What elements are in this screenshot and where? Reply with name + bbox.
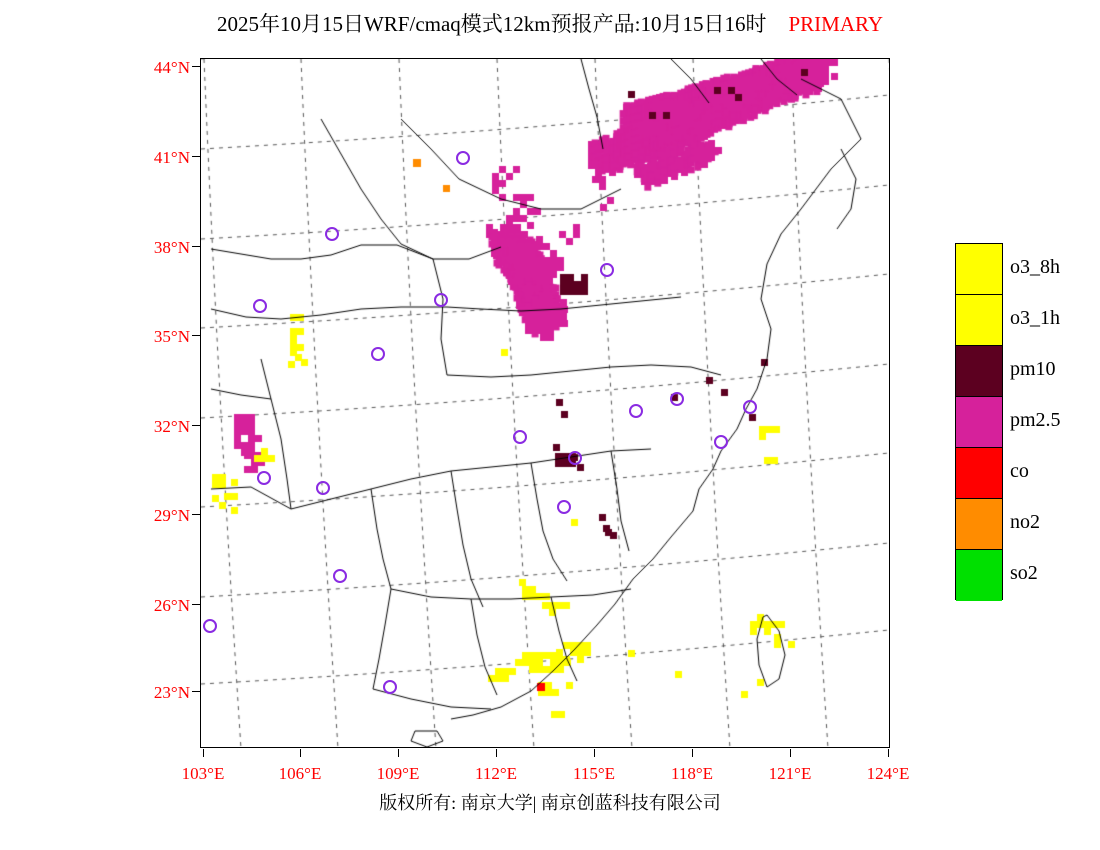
legend-label-so2: so2 [1010,562,1038,584]
y-axis-tick [192,335,200,336]
y-axis-tick [192,604,200,605]
legend-swatch-pm2-5 [956,397,1002,448]
x-axis-label: 103°E [181,764,225,783]
y-axis-tick [192,66,200,67]
legend-label-pm2-5: pm2.5 [1010,409,1061,431]
legend-color-bar [955,243,1003,600]
y-axis-tick [192,156,200,157]
legend-swatch-pm10 [956,346,1002,397]
y-axis-label: 38°N [153,238,190,257]
y-axis-label: 29°N [153,506,190,525]
station-marker[interactable] [203,619,217,633]
x-axis-tick [594,749,595,757]
legend-swatch-no2 [956,499,1002,550]
x-axis-label: 121°E [768,764,812,783]
station-marker[interactable] [714,435,728,449]
x-axis-label: 112°E [474,764,518,783]
page-title [0,8,1100,38]
x-axis-tick [888,749,889,757]
station-marker[interactable] [743,400,757,414]
y-axis-label: 32°N [153,417,190,436]
legend-swatch-o3_8h [956,244,1002,295]
x-axis-label: 109°E [376,764,420,783]
legend-swatch-so2 [956,550,1002,601]
y-axis-label: 23°N [153,683,190,702]
x-axis-tick [790,749,791,757]
legend-label-pm10: pm10 [1010,358,1056,380]
station-marker[interactable] [383,680,397,694]
station-marker[interactable] [371,347,385,361]
primary-label: PRIMARY [788,12,884,36]
station-marker[interactable] [629,404,643,418]
station-marker[interactable] [456,151,470,165]
copyright-notice: 版权所有: 南京大学| 南京创蓝科技有限公司 [379,793,721,813]
legend-label-no2: no2 [1010,511,1040,533]
y-axis-label: 35°N [153,327,190,346]
station-marker[interactable] [670,392,684,406]
station-marker[interactable] [568,451,582,465]
station-marker[interactable] [325,227,339,241]
x-axis-tick [203,749,204,757]
legend-swatch-o3_1h [956,295,1002,346]
station-marker[interactable] [316,481,330,495]
y-axis-label: 26°N [153,596,190,615]
legend-label-o3_8h: o3_8h [1010,256,1060,278]
station-marker[interactable] [257,471,271,485]
y-axis-tick [192,691,200,692]
x-axis-label: 124°E [866,764,910,783]
y-axis-tick [192,425,200,426]
map-plot-area[interactable] [200,58,890,748]
map-canvas [201,59,889,747]
x-axis-tick [300,749,301,757]
y-axis-tick [192,514,200,515]
y-axis-label: 44°N [153,58,190,77]
legend-swatch-co [956,448,1002,499]
station-marker[interactable] [253,299,267,313]
station-marker[interactable] [600,263,614,277]
y-axis-tick [192,246,200,247]
x-axis-tick [398,749,399,757]
x-axis-label: 118°E [670,764,714,783]
y-axis-label: 41°N [153,148,190,167]
station-marker[interactable] [513,430,527,444]
station-marker[interactable] [557,500,571,514]
legend-label-o3_1h: o3_1h [1010,307,1060,329]
title-text: 2025年10月15日WRF/cmaq模式12km预报产品:10月15日16时 [216,12,767,36]
legend-label-co: co [1010,460,1029,482]
station-marker[interactable] [434,293,448,307]
x-axis-tick [496,749,497,757]
x-axis-tick [692,749,693,757]
x-axis-label: 115°E [572,764,616,783]
x-axis-label: 106°E [278,764,322,783]
station-marker[interactable] [333,569,347,583]
